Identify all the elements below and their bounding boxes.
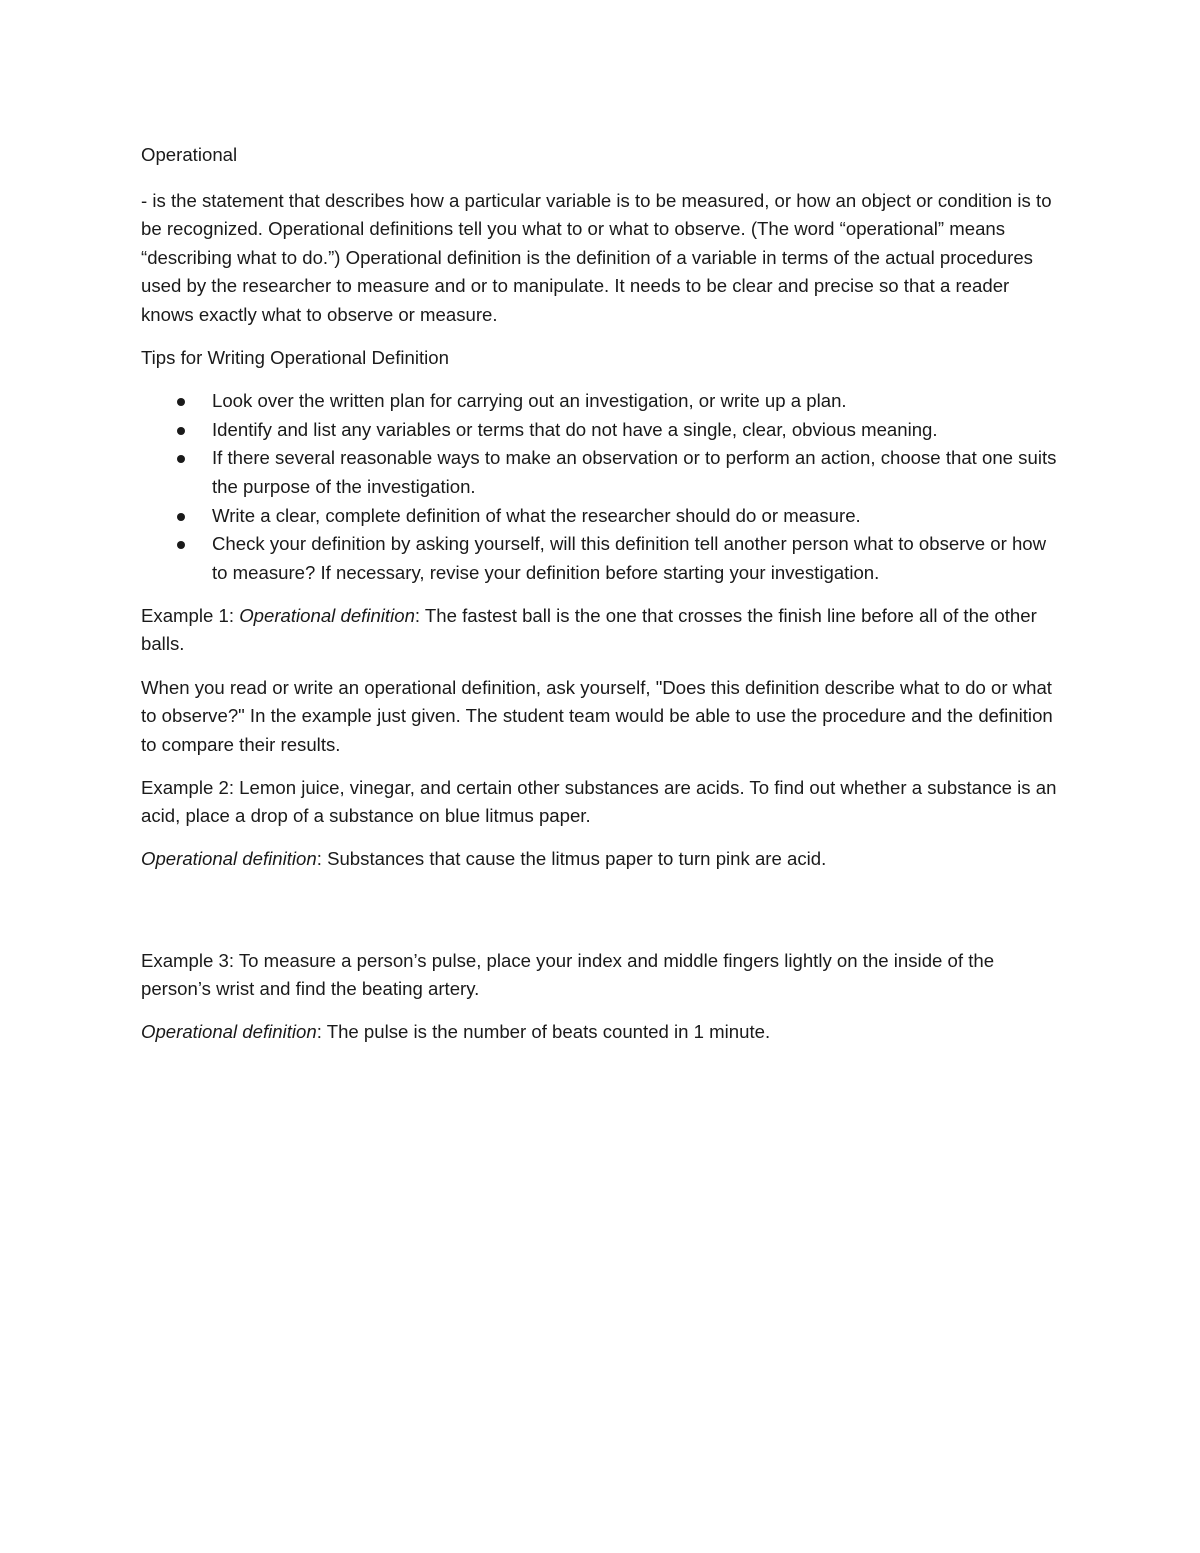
list-item [212, 387, 1061, 416]
list-item [212, 416, 1061, 445]
example-3-label: Operational definition [141, 1021, 317, 1043]
document-title: Operational [141, 144, 238, 165]
example-2-definition [141, 845, 1061, 874]
example-1-paragraph [141, 602, 1061, 659]
bullet-icon [177, 455, 185, 463]
tip-text: Write a clear, complete definition of what the researcher should do or measure. [212, 504, 861, 526]
bullet-icon [177, 513, 185, 521]
example-3-paragraph: Example 3: To measure a person’s pulse, place your index and middle fingers lightly on the inside of the person’s wrist and find the beating artery. [141, 949, 995, 1000]
blank-space [141, 889, 1061, 947]
tip-text: Look over the written plan for carrying out an investigation, or write up a plan. [212, 390, 847, 412]
reflection-paragraph: When you read or write an operational definition, ask yourself, "Does this definition describe what to do or what to observe?" In the example just given. The student team would be able to use the procedure and the definition to compare their results. [141, 676, 1053, 755]
list-item [212, 502, 1061, 531]
intro-paragraph: - is the statement that describes how a particular variable is to be measured, or how an object or condition is to be recognized. Operational definitions tell you what to or what to observe. (The word “operational” means “describing what to do.”) Operational definition is the definition of a variable in terms of the actual procedures used by the researcher to measure and or to manipulate. It needs to be clear and precise so that a reader knows exactly what to observe or measure. [141, 189, 1052, 325]
tips-heading: Tips for Writing Operational Definition [141, 347, 449, 369]
list-item [212, 530, 1061, 587]
tip-text: Check your definition by asking yourself, will this definition tell another person what to observe or how to measure? If necessary, revise your definition before starting your investigation. [212, 533, 1047, 583]
example-2-definition-text: : Substances that cause the litmus paper to turn pink are acid. [316, 848, 827, 870]
example-2-paragraph: Example 2: Lemon juice, vinegar, and certain other substances are acids. To find out whether a substance is an acid, place a drop of a substance on blue litmus paper. [141, 776, 1057, 827]
document-page [141, 141, 1061, 1061]
list-item [212, 444, 1061, 501]
example-1-text: : The fastest ball is the one that crosses the finish line before all of the other balls. [141, 604, 1037, 655]
bullet-icon [177, 427, 185, 435]
example-3-definition-text: : The pulse is the number of beats counted in 1 minute. [316, 1021, 771, 1043]
bullet-icon [177, 541, 185, 549]
bullet-icon [177, 398, 185, 406]
example-2-label: Operational definition [141, 848, 317, 870]
example-3-definition [141, 1018, 1061, 1047]
tip-text: If there several reasonable ways to make an observation or to perform an action, choose that one suits the purpose of the investigation. [212, 447, 1057, 497]
example-1-prefix: Example 1: [141, 604, 240, 626]
example-1-label: Operational definition [239, 604, 415, 626]
tips-list [141, 387, 1061, 587]
tip-text: Identify and list any variables or terms that do not have a single, clear, obvious meaning. [212, 418, 938, 440]
